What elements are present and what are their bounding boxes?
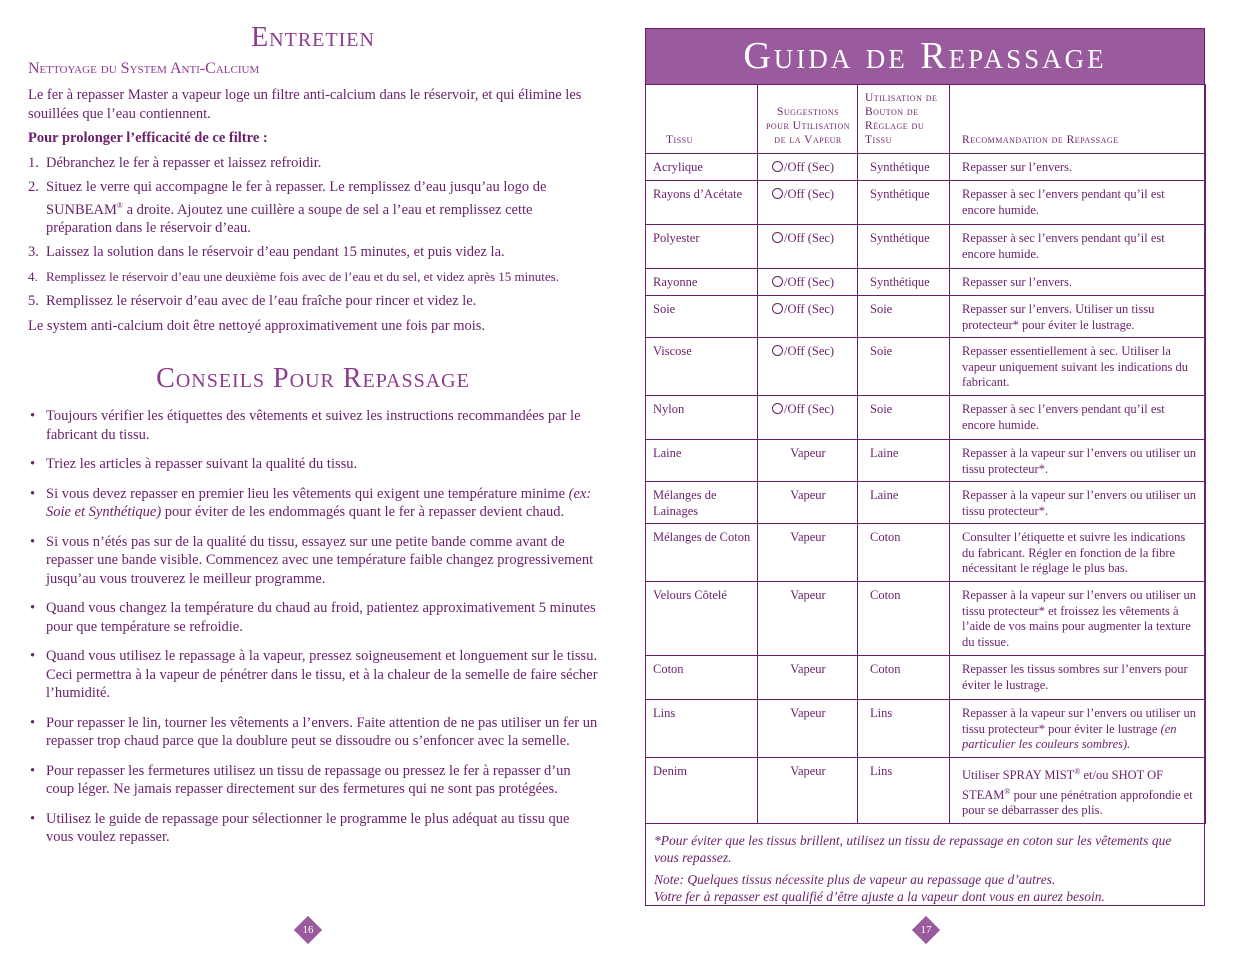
guide-row <box>646 269 1206 296</box>
off-circle-icon <box>772 188 783 199</box>
cell-recommandation: Repasser à sec l’envers pendant qu’il est encore humide. <box>950 396 1206 440</box>
left-page <box>28 22 598 858</box>
tip-item: • Quand vous utilisez le repassage à la vapeur, pressez soigneusement et longuement sur le tissu. Ceci permettra à la vapeur de pénétrer dans le tissu, et à la chaleur de la semelle de faire sécher l’humidité. <box>30 648 598 702</box>
cell-tissu: Soie <box>646 296 758 338</box>
step-item: 2. Situez le verre qui accompagne le fer à repasser. Le remplissez d’eau jusqu’au logo de SUNBEAM® a droite. Ajoutez une cuillère a soupe de sel a l’eau et remplissez cette préparation dans le réservoir d’eau. <box>28 179 547 236</box>
cell-recommandation: Repasser à la vapeur sur l’envers ou utiliser un tissu protecteur*. <box>950 482 1206 524</box>
guide-row <box>646 181 1206 225</box>
guide-row <box>646 524 1206 582</box>
cell-recommandation: Repasser à sec l’envers pendant qu’il est encore humide. <box>950 225 1206 269</box>
cell-tissu: Denim <box>646 758 758 824</box>
cell-bouton: Coton <box>858 524 950 582</box>
cell-recommandation: Repasser essentiellement à sec. Utiliser la vapeur uniquement suivant les indications du fabricant. <box>950 338 1206 396</box>
off-circle-icon <box>772 303 783 314</box>
cell-recommandation: Repasser sur l’envers. <box>950 154 1206 181</box>
cleaning-steps <box>28 154 598 311</box>
cell-bouton: Coton <box>858 582 950 656</box>
guide-row <box>646 225 1206 269</box>
cell-tissu: Mélanges de Lainages <box>646 482 758 524</box>
header-suggestions: Suggestions pour Utilisation de la Vapeur <box>758 85 858 154</box>
tip-item: • Si vous devez repasser en premier lieu les vêtements qui exigent une température minime (ex: Soie et Synthétique) pour éviter de les endommagés quant le fer à repasser devient chaud. <box>30 485 592 521</box>
note-qualified: Votre fer à repasser est qualifié d’être ajuste a la vapeur dont vous en aurez besoin. <box>654 888 1105 904</box>
intro-text: Le fer à repasser Master a vapeur loge un filtre anti-calcium dans le réservoir, et qui élimine les souillées que l’eau contiennent. <box>28 87 582 122</box>
off-circle-icon <box>772 403 783 414</box>
notes <box>646 824 1204 905</box>
tip-item: • Utilisez le guide de repassage pour sélectionner le programme le plus adéquat au tissu que vous voulez repasser. <box>30 810 570 846</box>
guide-row <box>646 440 1206 482</box>
cell-tissu: Rayonne <box>646 269 758 296</box>
tip-item: • Toujours vérifier les étiquettes des vêtements et suivez les instructions recommandées par le fabricant du tissu. <box>30 408 581 443</box>
cell-vapeur: /Off (Sec) <box>758 154 858 181</box>
guide-row <box>646 154 1206 181</box>
cell-recommandation: Repasser sur l’envers. Utiliser un tissu protecteur* pour éviter le lustrage. <box>950 296 1206 338</box>
cell-recommandation: Repasser à la vapeur sur l’envers ou utiliser un tissu protecteur* et froissez les vêtements à l’aide de vos mains pour augmenter la texture du tissue. <box>950 582 1206 656</box>
cell-vapeur: Vapeur <box>758 700 858 758</box>
off-circle-icon <box>772 161 783 172</box>
cell-bouton: Synthétique <box>858 154 950 181</box>
ironing-guide <box>645 28 1205 906</box>
cell-vapeur: Vapeur <box>758 524 858 582</box>
cell-vapeur: Vapeur <box>758 656 858 700</box>
guide-row <box>646 338 1206 396</box>
cell-recommandation: Repasser à la vapeur sur l’envers ou utiliser un tissu protecteur* pour éviter le lustrage (en particulier les couleurs sombres). <box>950 700 1206 758</box>
cell-recommandation: Utiliser SPRAY MIST® et/ou SHOT OF STEAM® pour une pénétration approfondie et pour se débarrasser des plis. <box>950 758 1206 824</box>
cell-tissu: Coton <box>646 656 758 700</box>
step-item: 3. Laissez la solution dans le réservoir d’eau pendant 15 minutes, et puis videz la. <box>28 244 505 261</box>
tip-item: • Pour repasser le lin, tourner les vêtements a l’envers. Faite attention de ne pas utiliser un fer un repasser trop chaud parce que la doublure peut se dissoudre ou s’enfoncer avec la semelle. <box>30 714 598 750</box>
tip-item: • Quand vous changez la température du chaud au froid, patientez approximativement 5 minutes pour que température se refroidie. <box>30 600 596 635</box>
cell-vapeur: /Off (Sec) <box>758 225 858 269</box>
guide-row <box>646 656 1206 700</box>
cell-bouton: Laine <box>858 440 950 482</box>
header-tissu: Tissu <box>646 85 758 154</box>
heading-conseils: Conseils Pour Repassage <box>156 363 470 395</box>
cell-bouton: Synthétique <box>858 225 950 269</box>
cell-tissu: Rayons d’Acétate <box>646 181 758 225</box>
cell-vapeur: /Off (Sec) <box>758 338 858 396</box>
cell-bouton: Coton <box>858 656 950 700</box>
cell-tissu: Lins <box>646 700 758 758</box>
cell-recommandation: Repasser sur l’envers. <box>950 269 1206 296</box>
cell-bouton: Synthétique <box>858 269 950 296</box>
note-steam: Note: Quelques tissus nécessite plus de vapeur au repassage que d’autres. <box>654 871 1056 887</box>
cell-vapeur: /Off (Sec) <box>758 269 858 296</box>
cell-tissu: Acrylique <box>646 154 758 181</box>
step-item: 4. Remplissez le réservoir d’eau une deuxième fois avec de l’eau et du sel, et videz après 15 minutes. <box>28 268 559 284</box>
cell-recommandation: Consulter l’étiquette et suivre les indications du fabricant. Régler en fonction de la fibre nécessitant le réglage le plus bas. <box>950 524 1206 582</box>
cell-tissu: Mélanges de Coton <box>646 524 758 582</box>
step-item: 5. Remplissez le réservoir d’eau avec de l’eau fraîche pour rincer et videz le. <box>28 293 477 310</box>
cell-vapeur: /Off (Sec) <box>758 296 858 338</box>
cell-vapeur: /Off (Sec) <box>758 181 858 225</box>
cell-vapeur: Vapeur <box>758 582 858 656</box>
cell-tissu: Laine <box>646 440 758 482</box>
tip-item: • Triez les articles à repasser suivant la qualité du tissu. <box>30 456 358 473</box>
guide-row <box>646 758 1206 824</box>
tip-item: • Si vous n’étés pas sur de la qualité du tissu, essayez sur une petite bande comme avant de repasser une bande visible. Commencez avec une température faible changez progressivement jusqu’au vous trouverez le meilleur programme. <box>30 533 594 587</box>
step-item: 1. Débranchez le fer à repasser et laissez refroidir. <box>28 154 322 171</box>
cell-vapeur: Vapeur <box>758 482 858 524</box>
header-recommandation: Recommandation de Repassage <box>950 85 1206 154</box>
cell-vapeur: Vapeur <box>758 758 858 824</box>
ironing-table <box>645 84 1206 824</box>
cell-tissu: Nylon <box>646 396 758 440</box>
off-circle-icon <box>772 276 783 287</box>
guide-row <box>646 700 1206 758</box>
cell-bouton: Soie <box>858 396 950 440</box>
prolong-text: Pour prolonger l’efficacité de ce filtre : <box>28 130 268 146</box>
guide-row <box>646 296 1206 338</box>
header-bouton: Utilisation de Bouton de Réglage du Tissu <box>858 85 950 154</box>
tips-list <box>28 407 598 847</box>
guide-rows <box>646 154 1206 824</box>
cell-bouton: Lins <box>858 758 950 824</box>
cell-bouton: Laine <box>858 482 950 524</box>
page-number-right: 17 <box>912 916 940 944</box>
cell-recommandation: Repasser à la vapeur sur l’envers ou utiliser un tissu protecteur*. <box>950 440 1206 482</box>
off-circle-icon <box>772 232 783 243</box>
cell-bouton: Soie <box>858 338 950 396</box>
cell-bouton: Synthétique <box>858 181 950 225</box>
cell-recommandation: Repasser à sec l’envers pendant qu’il est encore humide. <box>950 181 1206 225</box>
note-footnote: *Pour éviter que les tissus brillent, utilisez un tissu de repassage en coton sur les vêtements que vous repassez. <box>654 832 1172 865</box>
cell-bouton: Lins <box>858 700 950 758</box>
page-number-left: 16 <box>294 916 322 944</box>
guide-title: Guida de Repassage <box>646 29 1204 84</box>
guide-row <box>646 582 1206 656</box>
cell-vapeur: /Off (Sec) <box>758 396 858 440</box>
guide-row <box>646 396 1206 440</box>
closing-text: Le system anti-calcium doit être nettoyé approximativement une fois par mois. <box>28 317 486 334</box>
guide-row <box>646 482 1206 524</box>
cell-tissu: Velours Côtelé <box>646 582 758 656</box>
subheading-anti-calcium: Nettoyage du System Anti-Calcium <box>28 60 260 77</box>
heading-entretien: Entretien <box>251 22 375 53</box>
cell-tissu: Polyester <box>646 225 758 269</box>
cell-tissu: Viscose <box>646 338 758 396</box>
tip-item: • Pour repasser les fermetures utilisez un tissu de repassage ou pressez le fer à repasser d’un coup léger. Ne jamais repasser directement sur des fermetures qui ne sont pas protégées. <box>30 762 571 798</box>
cell-vapeur: Vapeur <box>758 440 858 482</box>
cell-recommandation: Repasser les tissus sombres sur l’envers pour éviter le lustrage. <box>950 656 1206 700</box>
cell-bouton: Soie <box>858 296 950 338</box>
off-circle-icon <box>772 345 783 356</box>
